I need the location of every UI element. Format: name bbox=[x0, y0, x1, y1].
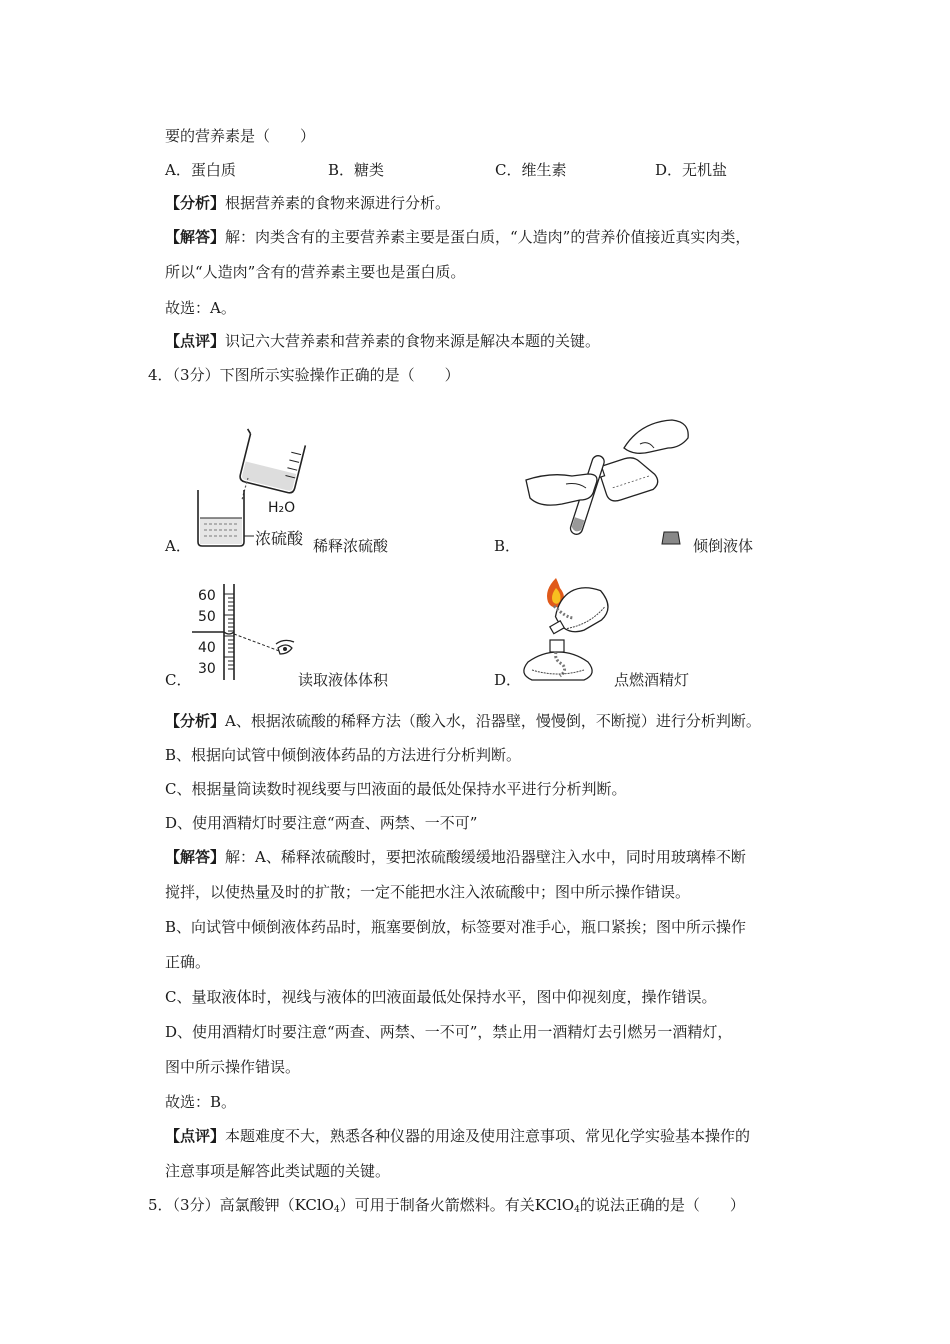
q3-stem-tail: 要的营养素是（ ） bbox=[165, 127, 316, 145]
q4-option-b-caption: 倾倒液体 bbox=[693, 537, 754, 555]
tick-30: 30 bbox=[198, 661, 216, 677]
figure-a-h2o-label: H₂O bbox=[268, 500, 296, 516]
q3-choice: 故选：A。 bbox=[165, 299, 236, 317]
q3-option-d: D．无机盐 bbox=[655, 161, 728, 179]
q4-option-d-caption: 点燃酒精灯 bbox=[614, 671, 690, 689]
q4-answer-line6: D、使用酒精灯时要注意“两查、两禁、一不可”，禁止用一酒精灯去引燃另一酒精灯， bbox=[165, 1023, 733, 1041]
analysis-tag: 【分析】 bbox=[165, 712, 226, 730]
tick-60: 60 bbox=[198, 588, 216, 604]
q5-stem-part3: 的说法正确的是（ ） bbox=[579, 1196, 745, 1214]
q3-comment-text: 识记六大营养素和营养素的食物来源是解决本题的关键。 bbox=[225, 332, 601, 350]
q4-analysis-line4: D、使用酒精灯时要注意“两查、两禁、一不可” bbox=[165, 814, 478, 832]
q3-analysis bbox=[165, 193, 450, 213]
q4-answer-line5: C、量取液体时，视线与液体的凹液面最低处保持水平，图中仰视刻度，操作错误。 bbox=[165, 988, 717, 1006]
q4-answer-text1: 解：A、稀释浓硫酸时，要把浓硫酸缓缓地沿器壁注入水中，同时用玻璃棒不断 bbox=[225, 848, 746, 866]
q5-stem-part1: 5．（3分）高氯酸钾（KClO bbox=[148, 1196, 334, 1214]
q4-answer-line1 bbox=[165, 847, 746, 867]
q3-answer-line1 bbox=[165, 227, 750, 247]
q4-analysis-text1: A、根据浓硫酸的稀释方法（酸入水，沿器壁，慢慢倒，不断搅）进行分析判断。 bbox=[225, 712, 761, 730]
q4-answer-line2: 搅拌，以使热量及时的扩散；一定不能把水注入浓硫酸中；图中所示操作错误。 bbox=[165, 883, 691, 901]
q4-analysis-line1 bbox=[165, 711, 761, 731]
answer-tag: 【解答】 bbox=[165, 228, 226, 246]
tick-40: 40 bbox=[198, 640, 216, 656]
q5-subscript2: 4 bbox=[574, 1205, 580, 1215]
q5-subscript1: 4 bbox=[333, 1205, 340, 1215]
q4-stem: 4．（3分）下图所示实验操作正确的是（ ） bbox=[148, 366, 460, 384]
q3-answer-line2: 所以“人造肉”含有的营养素主要也是蛋白质。 bbox=[165, 263, 466, 281]
figure-b-pouring bbox=[522, 414, 697, 554]
q4-choice: 故选：B。 bbox=[165, 1093, 237, 1111]
tick-50: 50 bbox=[198, 609, 216, 625]
q4-comment-line2: 注意事项是解答此类试题的关键。 bbox=[165, 1162, 391, 1180]
answer-tag: 【解答】 bbox=[165, 848, 226, 866]
q5-stem bbox=[148, 1195, 745, 1220]
q3-analysis-text: 根据营养素的食物来源进行分析。 bbox=[225, 194, 451, 212]
q4-comment-line1 bbox=[165, 1126, 750, 1146]
figure-a-acid-label: 浓硫酸 bbox=[255, 529, 304, 548]
q4-answer-line7: 图中所示操作错误。 bbox=[165, 1058, 301, 1076]
q3-answer-text1: 解：肉类含有的主要营养素主要是蛋白质，“人造肉”的营养价值接近真实肉类， bbox=[225, 228, 751, 246]
q4-option-c-letter: C． bbox=[165, 671, 192, 689]
q4-analysis-line2: B、根据向试管中倾倒液体药品的方法进行分析判断。 bbox=[165, 746, 522, 764]
q4-comment-text1: 本题难度不大，熟悉各种仪器的用途及使用注意事项、常见化学实验基本操作的 bbox=[225, 1127, 751, 1145]
q4-option-b-letter: B． bbox=[494, 537, 521, 555]
q4-option-a-caption: 稀释浓硫酸 bbox=[313, 537, 389, 555]
q3-option-c: C．维生素 bbox=[495, 161, 567, 179]
comment-tag: 【点评】 bbox=[165, 1127, 226, 1145]
q5-stem-part2: ）可用于制备火箭燃料。有关KClO bbox=[339, 1196, 575, 1214]
q4-answer-line4: 正确。 bbox=[165, 953, 211, 971]
q4-option-c-caption: 读取液体体积 bbox=[298, 671, 389, 689]
q3-option-b: B．糖类 bbox=[328, 161, 385, 179]
q3-comment bbox=[165, 331, 600, 351]
comment-tag: 【点评】 bbox=[165, 332, 226, 350]
figure-d-alcohol-lamp bbox=[514, 574, 618, 686]
q4-option-d-letter: D． bbox=[494, 671, 522, 689]
q4-option-a-letter: A． bbox=[165, 537, 191, 555]
q4-analysis-line3: C、根据量筒读数时视线要与凹液面的最低处保持水平进行分析判断。 bbox=[165, 780, 627, 798]
q3-option-a: A．蛋白质 bbox=[165, 161, 236, 179]
analysis-tag: 【分析】 bbox=[165, 194, 226, 212]
q4-answer-line3: B、向试管中倾倒液体药品时，瓶塞要倒放，标签要对准手心，瓶口紧挨；图中所示操作 bbox=[165, 918, 747, 936]
